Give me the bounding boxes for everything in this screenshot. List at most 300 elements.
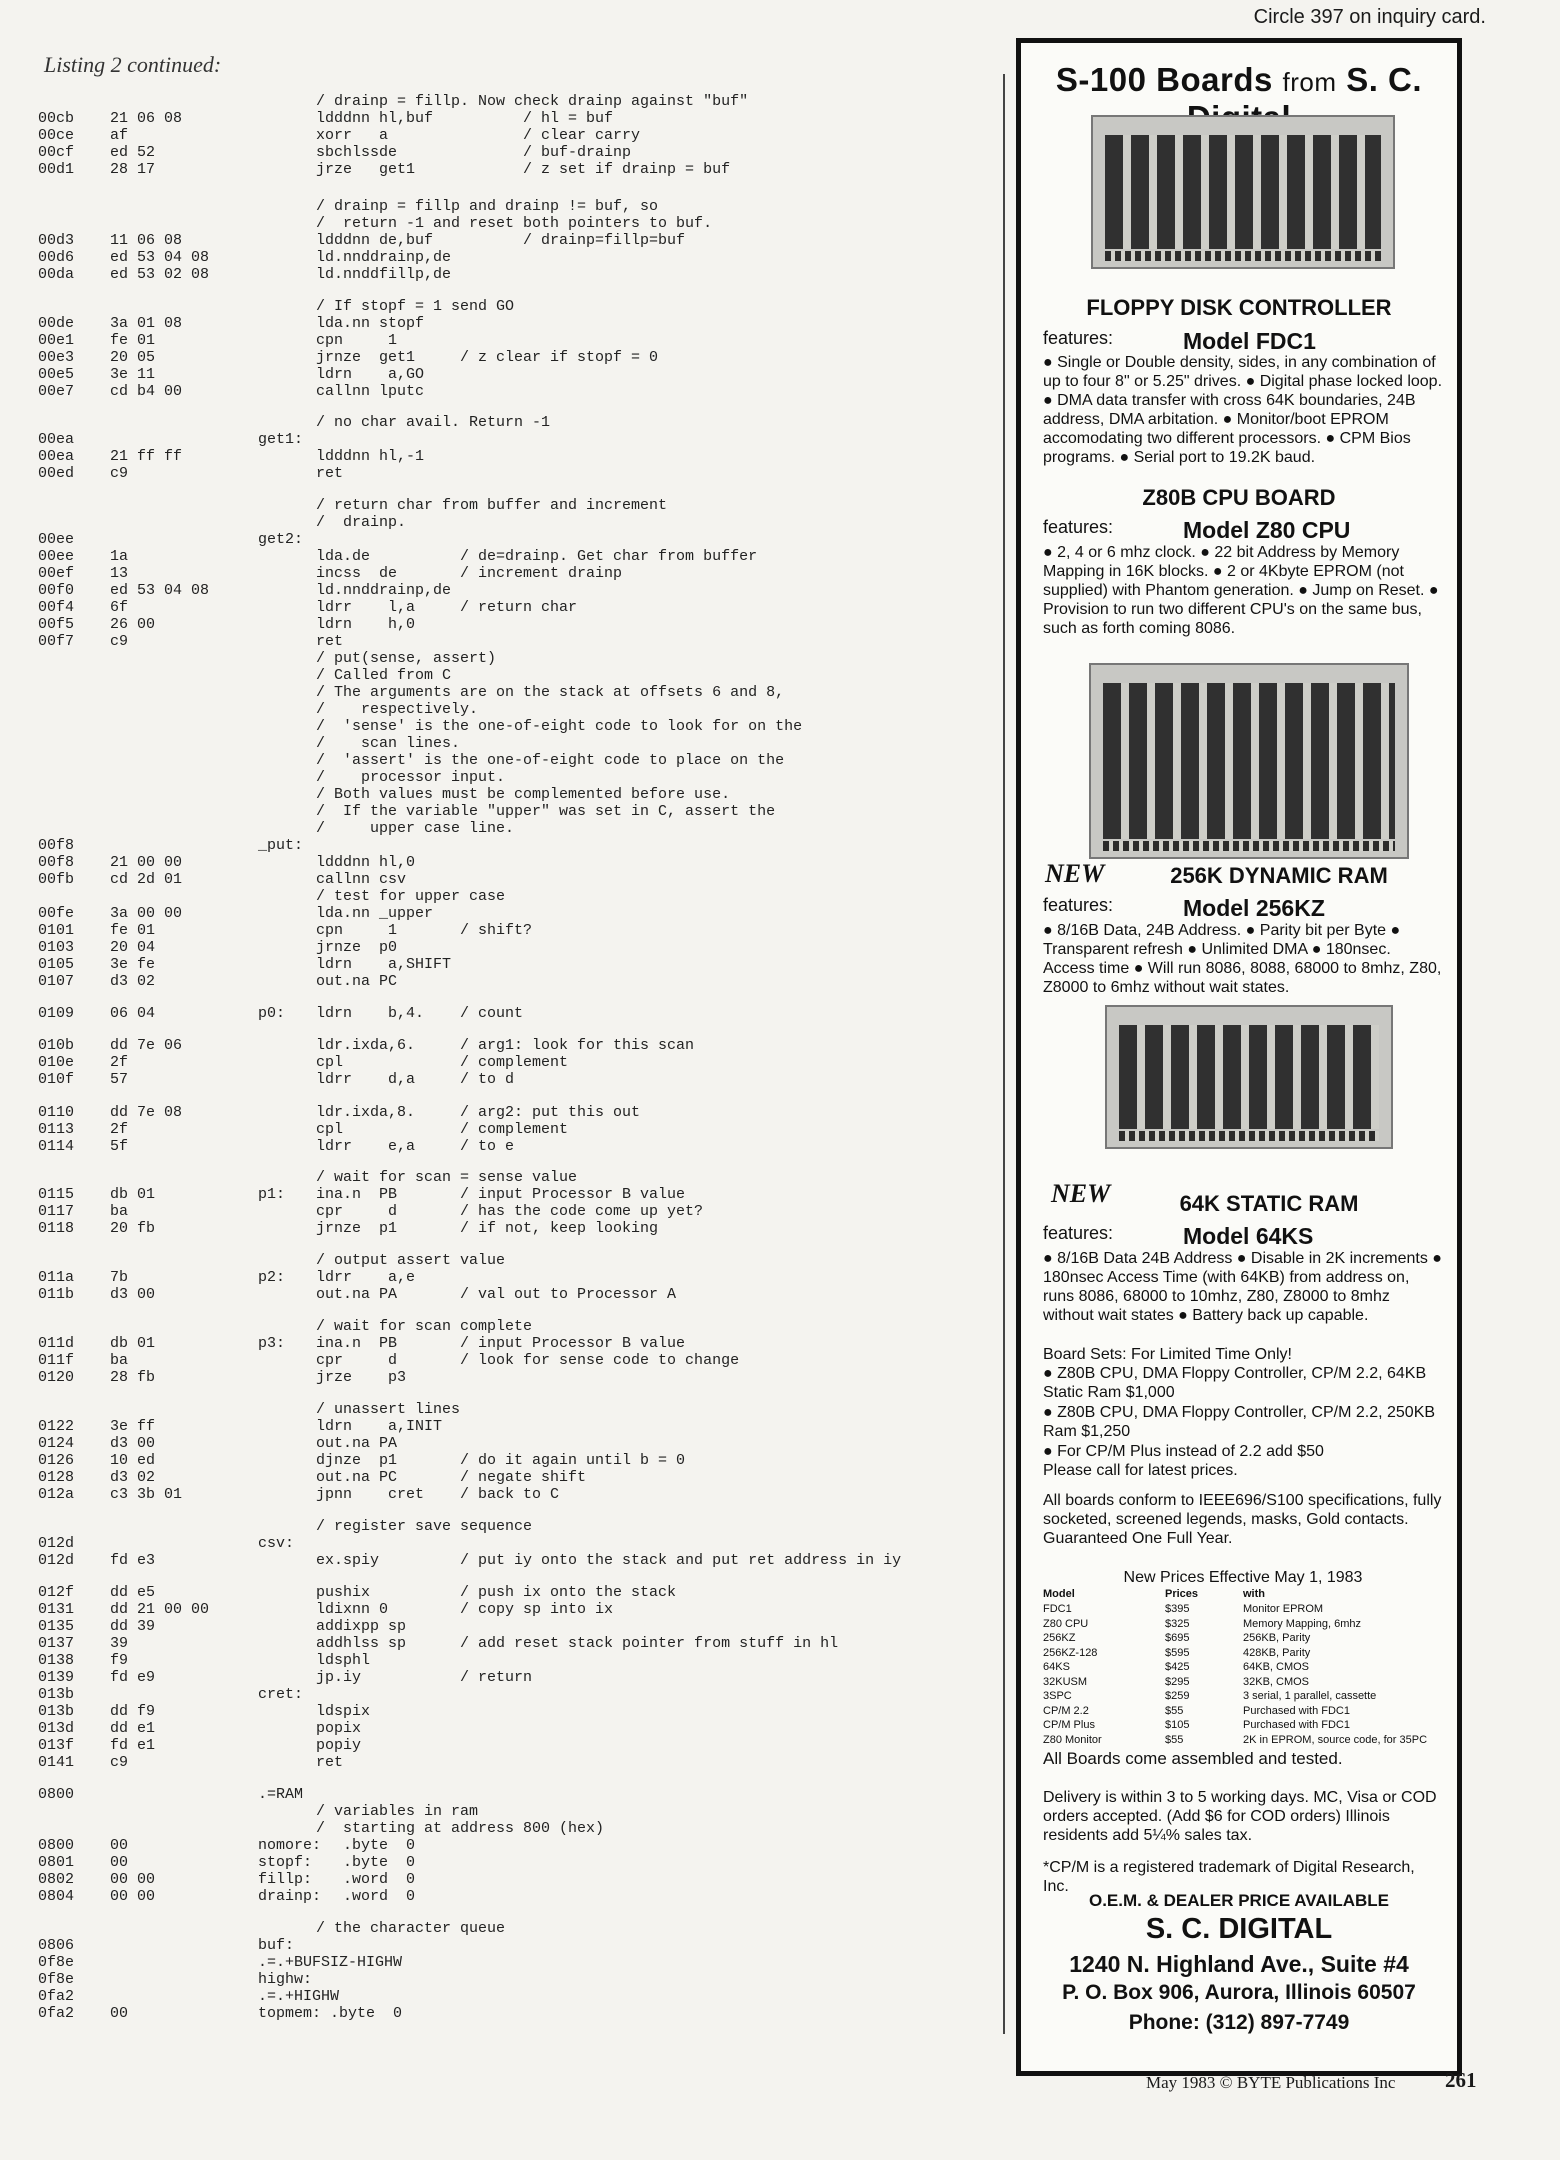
- listing-hex: 28 17: [110, 161, 156, 178]
- listing-cmt: / Called from C: [316, 667, 452, 684]
- listing-cmt: / processor input.: [316, 769, 506, 786]
- price-with: 3 serial, 1 parallel, cassette: [1243, 1690, 1377, 1702]
- listing-ins: popix: [316, 1720, 362, 1737]
- listing-hex: c9: [110, 465, 129, 482]
- listing-ins: addhlss sp / add reset stack pointer from stuff in hl: [316, 1635, 839, 1652]
- listing-lbl: nomore:: [258, 1837, 322, 1854]
- listing-cmt: / output assert value: [316, 1252, 506, 1269]
- listing-lbl: get2:: [258, 531, 304, 548]
- listing-ins: cpn 1 / shift?: [316, 922, 533, 939]
- listing-lbl: p0:: [258, 1005, 286, 1022]
- listing-ins: out.na PA / val out to Processor A: [316, 1286, 677, 1303]
- listing-ins: ex.spiy / put iy onto the stack and put ret address in iy: [316, 1552, 902, 1569]
- price-model: 32KUSM: [1043, 1675, 1088, 1688]
- listing-hex: 21 06 08: [110, 110, 183, 127]
- listing-addr: 0110: [38, 1104, 75, 1121]
- listing-addr: 0118: [38, 1220, 75, 1237]
- ram256-board-photo: [1105, 1005, 1393, 1149]
- price-with: Purchased with FDC1: [1243, 1719, 1350, 1731]
- listing-addr: 00e7: [38, 383, 75, 400]
- ram256-title: 256K DYNAMIC RAM: [1170, 863, 1388, 888]
- listing-ins: jrnze p1 / if not, keep looking: [316, 1220, 659, 1237]
- company-address-1: 1240 N. Highland Ave., Suite #4: [1069, 1951, 1409, 1977]
- listing-addr: 0801: [38, 1854, 75, 1871]
- listing-addr: 00ef: [38, 565, 75, 582]
- listing-hex: ed 53 04 08: [110, 582, 210, 599]
- listing-addr: 013f: [38, 1737, 75, 1754]
- price-price: $595: [1165, 1646, 1190, 1659]
- listing-hex: 39: [110, 1635, 129, 1652]
- listing-hex: dd 7e 06: [110, 1037, 183, 1054]
- listing-lbl: .=RAM: [258, 1786, 304, 1803]
- listing-hex: 7b: [110, 1269, 129, 1286]
- listing-ins: ret: [316, 1754, 344, 1771]
- listing-addr: 00ce: [38, 127, 75, 144]
- listing-addr: 00f0: [38, 582, 75, 599]
- listing-hex: 2f: [110, 1121, 129, 1138]
- listing-ins: ina.n PB / input Processor B value: [316, 1186, 686, 1203]
- price-with: 2K in EPROM, source code, for 35PC: [1243, 1733, 1428, 1746]
- board-sets-heading: Board Sets: For Limited Time Only!: [1043, 1346, 1292, 1363]
- listing-ins: jpnn cret / back to C: [316, 1486, 560, 1503]
- cpu-text: ● 2, 4 or 6 mhz clock. ● 22 bit Address by Memory Mapping in 16K blocks. ● 2 or 4Kbyte EPROM (not supplied) with Phantom generation. ● Jump on Reset. ● Provision to run two different CPU's on the same bus, such as forth coming 8086.: [1043, 544, 1439, 637]
- listing-addr: 00cb: [38, 110, 75, 127]
- listing-addr: 00da: [38, 266, 75, 283]
- listing-addr: 00f7: [38, 633, 75, 650]
- listing-hex: 06 04: [110, 1005, 156, 1022]
- listing-hex: 00 00: [110, 1888, 156, 1905]
- listing-addr: 012d: [38, 1552, 75, 1569]
- listing-cmt: / respectively.: [316, 701, 479, 718]
- listing-hex: db 01: [110, 1186, 156, 1203]
- price-with: Memory Mapping, 6mhz: [1243, 1617, 1361, 1630]
- listing-hex: d3 02: [110, 1469, 156, 1486]
- listing-ins: ldr.ixda,8. / arg2: put this out: [316, 1104, 641, 1121]
- listing-title: Listing 2 continued:: [44, 52, 222, 77]
- price-row: [1043, 1631, 1443, 1646]
- prices-title: New Prices Effective May 1, 1983: [1123, 1569, 1363, 1586]
- price-model: 256KZ-128: [1043, 1646, 1098, 1659]
- listing-ins: ldrr l,a / return char: [316, 599, 578, 616]
- listing-cmt: / no char avail. Return -1: [316, 414, 551, 431]
- listing-lbl: csv:: [258, 1535, 295, 1552]
- listing-ins: ldrn h,0: [316, 616, 416, 633]
- listing-hex: c9: [110, 1754, 129, 1771]
- listing-addr: 0141: [38, 1754, 75, 1771]
- listing-hex: ba: [110, 1203, 129, 1220]
- price-with: Monitor EPROM: [1243, 1603, 1324, 1615]
- price-price: $295: [1165, 1675, 1190, 1688]
- listing-lbl: drainp:: [258, 1888, 322, 1905]
- listing-cmt: / If stopf = 1 send GO: [316, 298, 515, 315]
- price-with: 64KB, CMOS: [1243, 1661, 1310, 1673]
- listing-addr: 00de: [38, 315, 75, 332]
- ram64-text: ● 8/16B Data 24B Address ● Disable in 2K increments ● 180nsec Access Time (with 64KB) from address on, runs 8086, 68000 to 10mhz, Z80, Z8000 to 8mhz without wait states ● Battery back up capable.: [1043, 1250, 1442, 1324]
- listing-ins: jrze get1 / z set if drainp = buf: [316, 161, 731, 178]
- price-price: $259: [1165, 1690, 1190, 1702]
- listing-lbl: .=.+BUFSIZ-HIGHW: [258, 1954, 403, 1971]
- listing-cmt: / unassert lines: [316, 1401, 461, 1418]
- trademark-note: *CP/M is a registered trademark of Digital Research, Inc.: [1043, 1859, 1415, 1895]
- listing-ins: ldrr e,a / to e: [316, 1138, 515, 1155]
- listing-hex: ba: [110, 1352, 129, 1369]
- listing-addr: 0107: [38, 973, 75, 990]
- listing-addr: 011d: [38, 1335, 75, 1352]
- listing-ins: ret: [316, 465, 344, 482]
- listing-hex: af: [110, 127, 129, 144]
- listing-ins: sbchlssde / buf-drainp: [316, 144, 632, 161]
- listing-addr: 0113: [38, 1121, 75, 1138]
- conformance-text: All boards conform to IEEE696/S100 specifications, fully socketed, screened legends, masks, Gold contacts. Guaranteed One Full Year.: [1043, 1492, 1442, 1547]
- listing-ins: ldrn a,INIT: [316, 1418, 443, 1435]
- listing-cmt: / put(sense, assert): [316, 650, 497, 667]
- fdc-features: features: Model FDC1: [1043, 328, 1316, 354]
- price-model: Z80 Monitor: [1043, 1733, 1102, 1746]
- listing-cmt: / return char from buffer and increment: [316, 497, 668, 514]
- listing-addr: 00ed: [38, 465, 75, 482]
- listing-hex: dd 21 00 00: [110, 1601, 210, 1618]
- listing-addr: 012d: [38, 1535, 75, 1552]
- listing-ins: callnn lputc: [316, 383, 425, 400]
- fdc-board-photo: [1091, 115, 1395, 269]
- listing-hex: d3 00: [110, 1435, 156, 1452]
- board-set-2: ● Z80B CPU, DMA Floppy Controller, CP/M 2.2, 250KB Ram $1,250: [1043, 1404, 1436, 1440]
- listing-addr: 012f: [38, 1584, 75, 1601]
- listing-addr: 0138: [38, 1652, 75, 1669]
- listing-ins: ldrn a,GO: [316, 366, 425, 383]
- listing-addr: 00f8: [38, 837, 75, 854]
- listing-addr: 00ea: [38, 431, 75, 448]
- price-price: $395: [1165, 1603, 1190, 1615]
- price-price: $55: [1165, 1704, 1184, 1717]
- price-row: [1043, 1602, 1443, 1617]
- listing-ins: ldddnn hl,0: [316, 854, 416, 871]
- listing-addr: 0fa2: [38, 1988, 75, 2005]
- listing-cmt: / register save sequence: [316, 1518, 533, 1535]
- listing-addr: 0131: [38, 1601, 75, 1618]
- listing-lbl: cret:: [258, 1686, 304, 1703]
- listing-addr: 00e3: [38, 349, 75, 366]
- price-row: [1043, 1675, 1443, 1690]
- listing-addr: 00cf: [38, 144, 75, 161]
- listing-hex: c9: [110, 633, 129, 650]
- listing-ins: callnn csv: [316, 871, 407, 888]
- ram64-title: 64K STATIC RAM: [1179, 1191, 1359, 1216]
- listing-hex: 21 00 00: [110, 854, 183, 871]
- listing-ins: ldddnn hl,-1: [316, 448, 425, 465]
- ram64-features: features: Model 64KS: [1043, 1223, 1314, 1249]
- listing-ins: ldddnn de,buf / drainp=fillp=buf: [316, 232, 686, 249]
- listing-addr: 0f8e: [38, 1954, 75, 1971]
- listing-ins: jrze p3: [316, 1369, 407, 1386]
- assembled-note: All Boards come assembled and tested.: [1043, 1749, 1343, 1768]
- listing-cmt: / 'sense' is the one-of-eight code to look for on the: [316, 718, 803, 735]
- listing-hex: 57: [110, 1071, 129, 1088]
- price-model: CP/M 2.2: [1043, 1704, 1089, 1717]
- company-address-2: P. O. Box 906, Aurora, Illinois 60507: [1062, 1981, 1416, 2004]
- listing-addr: 00d1: [38, 161, 75, 178]
- price-row: [1043, 1733, 1443, 1748]
- listing-ins: jrnze p0: [316, 939, 398, 956]
- listing-ins: incss de / increment drainp: [316, 565, 623, 582]
- listing-hex: 3a 00 00: [110, 905, 183, 922]
- listing-ins: ldixnn 0 / copy sp into ix: [316, 1601, 614, 1618]
- price-model: Z80 CPU: [1043, 1617, 1089, 1630]
- listing-hex: 00: [110, 2005, 129, 2022]
- cpu-features: features: Model Z80 CPU: [1043, 517, 1351, 543]
- listing-lbl: stopf:: [258, 1854, 313, 1871]
- listing-addr: 011a: [38, 1269, 75, 1286]
- listing-hex: dd 39: [110, 1618, 156, 1635]
- price-price: $55: [1165, 1733, 1184, 1746]
- fdc-text: ● Single or Double density, sides, in any combination of up to four 8" or 5.25" drives. ● Digital phase locked loop. ● DMA data transfer with cross 64K boundaries, 24B address, DMA arbitation. ● Monitor/boot EPROM accomodating two different processors. ● CPM Bios programs. ● Serial port to 19.2K baud.: [1043, 354, 1443, 466]
- listing-ins: jrnze get1 / z clear if stopf = 0: [316, 349, 659, 366]
- listing-lbl: highw:: [258, 1971, 313, 1988]
- inquiry-note: Circle 397 on inquiry card.: [1253, 6, 1486, 28]
- listing-ins: xorr a / clear carry: [316, 127, 641, 144]
- listing-addr: 0804: [38, 1888, 75, 1905]
- listing-addr: 011b: [38, 1286, 75, 1303]
- listing-cmt: / wait for scan complete: [316, 1318, 533, 1335]
- ram256-features: features: Model 256KZ: [1043, 895, 1325, 921]
- listing-hex: dd 7e 08: [110, 1104, 183, 1121]
- listing-hex: c3 3b 01: [110, 1486, 183, 1503]
- listing-addr: 0802: [38, 1871, 75, 1888]
- listing-ins: ldddnn hl,buf / hl = buf: [316, 110, 614, 127]
- listing-cmt: / 'assert' is the one-of-eight code to place on the: [316, 752, 785, 769]
- listing-addr: 00e1: [38, 332, 75, 349]
- listing-addr: 0124: [38, 1435, 75, 1452]
- listing-lbl: topmem: .byte 0: [258, 2005, 403, 2022]
- oem-note: O.E.M. & DEALER PRICE AVAILABLE: [1088, 1891, 1390, 1910]
- listing-addr: 00ea: [38, 448, 75, 465]
- listing-hex: f9: [110, 1652, 129, 1669]
- listing-hex: dd f9: [110, 1703, 156, 1720]
- listing-ins: .byte 0: [316, 1854, 416, 1871]
- listing-cmt: / variables in ram: [316, 1803, 479, 1820]
- listing-cmt: / upper case line.: [316, 820, 515, 837]
- listing-ins: ldrn a,SHIFT: [316, 956, 452, 973]
- price-price: $105: [1165, 1719, 1190, 1731]
- listing-hex: 1a: [110, 548, 129, 565]
- listing-lbl: p1:: [258, 1186, 286, 1203]
- listing-cmt: / The arguments are on the stack at offsets 6 and 8,: [316, 684, 785, 701]
- cpu-title: Z80B CPU BOARD: [1142, 485, 1336, 510]
- listing-hex: dd e1: [110, 1720, 156, 1737]
- delivery-text: Delivery is within 3 to 5 working days. MC, Visa or COD orders accepted. (Add $6 for COD orders) Illinois residents add 5¼% sales tax.: [1043, 1789, 1437, 1844]
- price-row: [1043, 1718, 1443, 1733]
- listing-addr: 00fe: [38, 905, 75, 922]
- listing-ins: ld.nnddrainp,de: [316, 249, 452, 266]
- listing-cmt: / drainp = fillp. Now check drainp against "buf": [316, 93, 749, 110]
- listing-hex: 5f: [110, 1138, 129, 1155]
- price-with: 32KB, CMOS: [1243, 1675, 1310, 1688]
- listing-addr: 0114: [38, 1138, 75, 1155]
- ad-headline: S-100 Boards from S. C.: [1055, 61, 1423, 98]
- listing-cmt: / If the variable "upper" was set in C, assert the: [316, 803, 776, 820]
- company-name: S. C. DIGITAL: [1145, 1913, 1333, 1945]
- advertisement: [1016, 38, 1462, 2076]
- listing-addr: 013b: [38, 1703, 75, 1720]
- company-phone: Phone: (312) 897-7749: [1128, 2011, 1350, 2034]
- listing-hex: ed 53 04 08: [110, 249, 210, 266]
- price-model: 64KS: [1043, 1661, 1070, 1673]
- listing-ins: cpl / complement: [316, 1054, 569, 1071]
- listing-hex: 20 fb: [110, 1220, 156, 1237]
- page-number: 261: [1445, 2068, 1477, 2092]
- price-with: 428KB, Parity: [1243, 1646, 1311, 1659]
- price-row: [1043, 1617, 1443, 1632]
- listing-addr: 0115: [38, 1186, 75, 1203]
- price-with: 256KB, Parity: [1243, 1632, 1311, 1644]
- fdc-title: FLOPPY DISK CONTROLLER: [1086, 295, 1392, 320]
- price-table: [1043, 1602, 1443, 1747]
- listing-addr: 00e5: [38, 366, 75, 383]
- listing-ins: cpr d / look for sense code to change: [316, 1352, 740, 1369]
- listing-hex: 21 ff ff: [110, 448, 183, 465]
- listing-ins: pushix / push ix onto the stack: [316, 1584, 677, 1601]
- listing-cmt: / test for upper case: [316, 888, 506, 905]
- listing-addr: 0109: [38, 1005, 75, 1022]
- price-table-header: Model Prices with: [1043, 1588, 1265, 1600]
- column-divider: [1003, 74, 1005, 2034]
- listing-ins: ldrr a,e: [316, 1269, 416, 1286]
- listing-hex: 26 00: [110, 616, 156, 633]
- listing-lbl: p3:: [258, 1335, 286, 1352]
- listing-addr: 0806: [38, 1937, 75, 1954]
- listing-hex: dd e5: [110, 1584, 156, 1601]
- listing-hex: 3e fe: [110, 956, 156, 973]
- listing-ins: out.na PC / negate shift: [316, 1469, 587, 1486]
- listing-addr: 00fb: [38, 871, 75, 888]
- listing-ins: .word 0: [316, 1871, 416, 1888]
- listing-ins: djnze p1 / do it again until b = 0: [316, 1452, 686, 1469]
- price-model: FDC1: [1043, 1603, 1072, 1615]
- listing-hex: 11 06 08: [110, 232, 183, 249]
- listing-addr: 0103: [38, 939, 75, 956]
- listing-hex: fd e1: [110, 1737, 156, 1754]
- new-badge-2: NEW: [1051, 1179, 1111, 1208]
- listing-ins: ldrr d,a / to d: [316, 1071, 515, 1088]
- listing-ins: lda.de / de=drainp. Get char from buffer: [316, 548, 758, 565]
- listing-cmt: / wait for scan = sense value: [316, 1169, 578, 1186]
- listing-ins: cpl / complement: [316, 1121, 569, 1138]
- listing-hex: fe 01: [110, 922, 156, 939]
- listing-addr: 00f5: [38, 616, 75, 633]
- listing-ins: addixpp sp: [316, 1618, 407, 1635]
- listing-ins: ld.nnddrainp,de: [316, 582, 452, 599]
- listing-ins: ldsphl: [316, 1652, 371, 1669]
- price-row: [1043, 1646, 1443, 1661]
- listing-addr: 0137: [38, 1635, 75, 1652]
- price-with: Purchased with FDC1: [1243, 1704, 1350, 1717]
- listing-ins: .word 0: [316, 1888, 416, 1905]
- listing-addr: 0800: [38, 1837, 75, 1854]
- listing-ins: out.na PC: [316, 973, 398, 990]
- listing-hex: 3e 11: [110, 366, 156, 383]
- listing-hex: fd e3: [110, 1552, 156, 1569]
- listing-ins: ld.nnddfillp,de: [316, 266, 452, 283]
- listing-hex: d3 02: [110, 973, 156, 990]
- new-badge: NEW: [1045, 859, 1105, 888]
- listing-hex: d3 00: [110, 1286, 156, 1303]
- price-row: [1043, 1689, 1443, 1704]
- listing-ins: cpr d / has the code come up yet?: [316, 1203, 704, 1220]
- listing-addr: 0128: [38, 1469, 75, 1486]
- listing-addr: 011f: [38, 1352, 75, 1369]
- listing-addr: 00f4: [38, 599, 75, 616]
- listing-hex: 10 ed: [110, 1452, 156, 1469]
- listing-lbl: _put:: [258, 837, 304, 854]
- listing-addr: 0800: [38, 1786, 75, 1803]
- listing-cmt: / drainp = fillp and drainp != buf, so: [316, 198, 659, 215]
- listing-addr: 00ee: [38, 548, 75, 565]
- listing-addr: 0135: [38, 1618, 75, 1635]
- listing-addr: 013b: [38, 1686, 75, 1703]
- listing-hex: 20 05: [110, 349, 156, 366]
- listing-hex: ed 52: [110, 144, 156, 161]
- listing-ins: ldr.ixda,6. / arg1: look for this scan: [316, 1037, 695, 1054]
- listing-hex: 13: [110, 565, 129, 582]
- call-note: Please call for latest prices.: [1043, 1462, 1238, 1479]
- listing-cmt: / return -1 and reset both pointers to buf.: [316, 215, 713, 232]
- listing-cmt: / scan lines.: [316, 735, 461, 752]
- listing-addr: 00d3: [38, 232, 75, 249]
- price-model: CP/M Plus: [1043, 1719, 1095, 1731]
- listing-addr: 010e: [38, 1054, 75, 1071]
- listing-addr: 012a: [38, 1486, 75, 1503]
- listing-hex: 00: [110, 1854, 129, 1871]
- listing-hex: 00: [110, 1837, 129, 1854]
- listing-hex: 20 04: [110, 939, 156, 956]
- price-model: 3SPC: [1043, 1690, 1072, 1702]
- listing-hex: ed 53 02 08: [110, 266, 210, 283]
- page-footer: May 1983 © BYTE Publications Inc: [1146, 2073, 1396, 2092]
- listing-ins: ina.n PB / input Processor B value: [316, 1335, 686, 1352]
- listing-ins: cpn 1: [316, 332, 398, 349]
- listing-ins: .byte 0: [316, 1837, 416, 1854]
- listing-ins: jp.iy / return: [316, 1669, 533, 1686]
- price-price: $425: [1165, 1661, 1190, 1673]
- price-row: [1043, 1660, 1443, 1675]
- board-set-3: ● For CP/M Plus instead of 2.2 add $50: [1043, 1443, 1324, 1460]
- price-price: $325: [1165, 1617, 1190, 1630]
- price-row: [1043, 1704, 1443, 1719]
- listing-addr: 0101: [38, 922, 75, 939]
- listing-lbl: buf:: [258, 1937, 295, 1954]
- listing-addr: 00ee: [38, 531, 75, 548]
- listing-cmt: / Both values must be complemented before use.: [316, 786, 731, 803]
- listing-addr: 0fa2: [38, 2005, 75, 2022]
- listing-hex: fd e9: [110, 1669, 156, 1686]
- listing-lbl: fillp:: [258, 1871, 313, 1888]
- listing-addr: 0120: [38, 1369, 75, 1386]
- listing-addr: 013d: [38, 1720, 75, 1737]
- listing-ins: out.na PA: [316, 1435, 398, 1452]
- listing-addr: 00d6: [38, 249, 75, 266]
- listing-addr: 0105: [38, 956, 75, 973]
- board-set-1: ● Z80B CPU, DMA Floppy Controller, CP/M 2.2, 64KB Static Ram $1,000: [1043, 1365, 1427, 1401]
- listing-hex: db 01: [110, 1335, 156, 1352]
- listing-ins: ldrn b,4. / count: [316, 1005, 524, 1022]
- listing-cmt: / starting at address 800 (hex): [316, 1820, 605, 1837]
- listing-addr: 0139: [38, 1669, 75, 1686]
- listing-hex: 3a 01 08: [110, 315, 183, 332]
- listing-hex: fe 01: [110, 332, 156, 349]
- listing-addr: 0117: [38, 1203, 75, 1220]
- listing-lbl: p2:: [258, 1269, 286, 1286]
- listing-hex: 3e ff: [110, 1418, 156, 1435]
